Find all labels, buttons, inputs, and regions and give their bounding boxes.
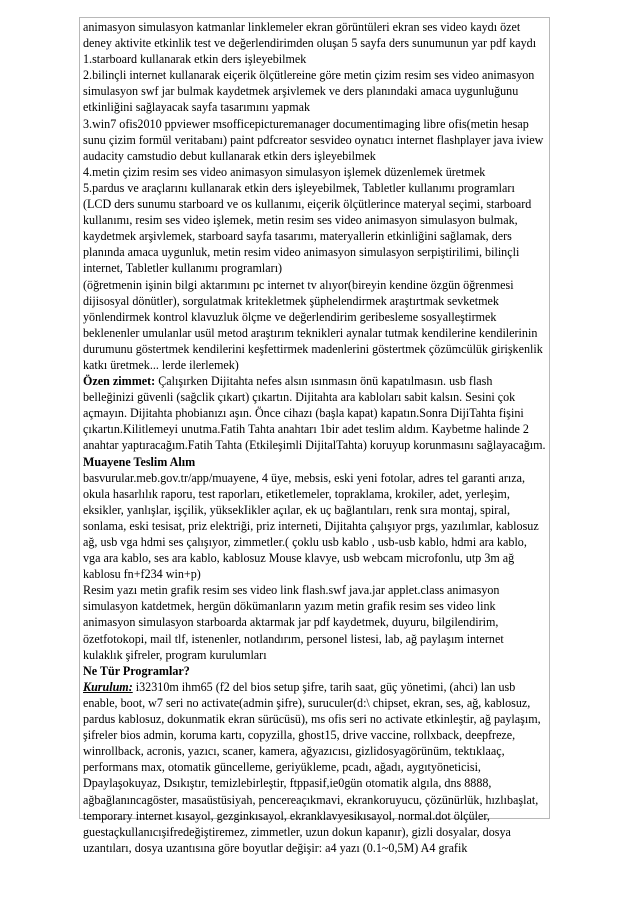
- objective-item-5: 5.pardus ve araçlarını kullanarak etkin ders işleyebilmek, Tabletler kullanımı programları (LCD ders sunumu starboard ve os kullanımı, eiçerik ölçütlerince materyal seçimi, starboard kullanımı, resim ses video işlemek, metin resim ses video animasyon simulasyon bulmak, kaydetmek arşivlemek, starboard sayfa tasarımı, materyallerin etkinliğini sağlamak, ders planında amaca uygunluk, metin resim video animasyon simulasyon serpiştirilimi, bilinçli internet, Tabletler kullanımı programları): [83, 180, 532, 276]
- resources-paragraph: Resim yazı metin grafik resim ses video link flash.swf java.jar applet.class animasyon simulasyon katdetmek, hergün dökümanların yazım metin grafik resim ses video link animasyon simulasyon starboarda aktarmak jar pdf kaydetmek, duyuru, bilgilendirim, özetfotokopi, mail tlf, istenenler, notlandırım, personel listesi, lab, ağ paylaşım internet kulaklık şifreler, program kurulumları: [83, 583, 504, 662]
- installation-text: i32310m ihm65 (f2 del bios setup şifre, tarih saat, güç yönetimi, (ahci) lan usb enable, boot, w7 seri no activate(admin şifre), suruculer(d:\ chipset, ekran, ses, ağ, kablosuz, pardus kablosuz, dokunmatik ekran sürücüsü), ms ofis seri no activate etkinleştir, ağ paylaşım, şifreler bios admin, koruma kartı, copyzilla, ghost15, drive vaccine, rollxback, deepfreze, winrollback, acronis, yazıcı, scaner, kamera, ağyazıcısı, gizlidosyagörünüm, tektıklaaç, performans max, otomatik güncelleme, geriyükleme, pcadı, ağadı, aygıtyöneticisi, Dpaylaşokuyaz, Dsıkıştır, temizlebirleştir, ftppasif,ie0gün otomatik algıla, dns 8888, ağbağlanıncagöster, masaüstüsiyah, pencereaçıkmavi, ekrankoruyucu, çözünürlük, hızlıbaşlat, temporary internet kısayol, gezginkısayol, ekranklavyesikısayol, normal.dot ölçüler, guestaçkullanıcışifredeğiştiremez, zimmetler, uzun dokun kapanır), gizli dosyalar, dosya uzantıları, dosya uzantısına göre boyutlar değişir: a4 yazı (0.1~0,5M) A4 grafik: [83, 679, 541, 855]
- objective-item-4: 4.metin çizim resim ses video animasyon simulasyon işlemek düzenlemek üretmek: [83, 164, 486, 179]
- objective-item-1: 1.starboard kullanarak etkin ders işleyebilmek: [83, 52, 307, 67]
- special-care-paragraph: [83, 373, 546, 453]
- programs-paragraph: [83, 679, 546, 856]
- special-care-label: Özen zimmet:: [83, 374, 156, 389]
- inspection-heading: Muayene Teslim Alım: [83, 454, 196, 469]
- intro-paragraph: animasyon simulasyon katmanlar linklemeler ekran görüntüleri ekran ses video kaydı özet deney aktivite etkinlik test ve değerlendirimden oluşan 5 sayfa ders sunumunun yar pdf kaydı: [83, 20, 537, 51]
- installation-label: Kurulum:: [83, 679, 133, 694]
- document-page: [79, 17, 550, 855]
- special-care-text: Çalışırken Dijitahta nefes alsın ısınmasın önü kapatılmasın. usb flash belleğinizi güvenli (sağclik çıkart) çıkartın. Dijitahta ara kabloları sabit kalsın. Sesini çok açmayın. Dijitahta phobianızı aşın. Önce cihazı (başla kapat) kapatın.Sonra DijiTahta fişini çıkartın.Kilitlemeyi unutma.Fatih Tahta anahtarı 1bir adet teslim aldım. Kaybetme halinde 2 anahtar yaptıracağım.Fatih Tahta (Etkileşimli DijitalTahta) koruyup korunmasını sağlayacağım.: [83, 374, 546, 453]
- teacher-note-paragraph: (öğretmenin işinin bilgi aktarımını pc internet tv alıyor(bireyin kendine özgün öğrenmesi dijisosyal dönütler), sorgulatmak kritekletmek şüphelendirmek araştırtmak sevketmek yönlendirmek kontrol klavuzluk ölçme ve değerlendirim geribeslemе sosyalleştirmek beklenenler umulanlar usül metod araştırım teknikleri aynalar tutmak kendilerine kendilerinin durumunu göstertmek kendilerini keşfettirmek madenlerini göstertmek çözümcülük girişkenlik katkı üretmek... lerde ilerlemek): [83, 277, 543, 372]
- objective-item-2: 2.bilinçli internet kullanarak eiçerik ölçütlereine göre metin çizim resim ses video animasyon simulasyon swf jar bulmak kaydetmek arşivlemek ve ders planındaki amaca uygunluğunu etkinliğini sağlayacak sayfa tasarımını yapmak: [83, 68, 535, 115]
- objective-item-3: 3.win7 ofis2010 ppviewer msofficepicturemanager documentimaging libre ofis(metin hesap sunu çizim formül veritabanı) paint pdfcreator sesvideo oynatıcı internet flashplayer java iview audacity camstudio debut kullanarak etkin ders işleyebilmek: [83, 116, 544, 163]
- inspection-paragraph: basvurular.meb.gov.tr/app/muayene, 4 üye, mebsis, eski yeni fotolar, adres tel garanti arıza, okula hasarlılık raporu, test raporları, etiketlemeler, topraklama, krokiler, adet, yerleşim, eksikler, yanlışlar, işçilik, yüksekIikler açılar, ek uç bağlantıları, renk sıra montaj, spiral, sonlama, eski tesisat, priz elektriği, priz interneti, Dijitahta çalışıyor prgs, yazılımlar, kablosuz ağ, usb vga hdmi ses çalışıyor, zimmetler.( çoklu usb kablo , usb-usb kablo, hdmi ara kablo, vga ara kablo, ses ara kablo, kablosuz Mouse klavye, usb webcam microfonlu, utp 3m ağ kablosu fn+f234 win+p): [83, 470, 539, 582]
- programs-heading: Ne Tür Programlar?: [83, 663, 190, 678]
